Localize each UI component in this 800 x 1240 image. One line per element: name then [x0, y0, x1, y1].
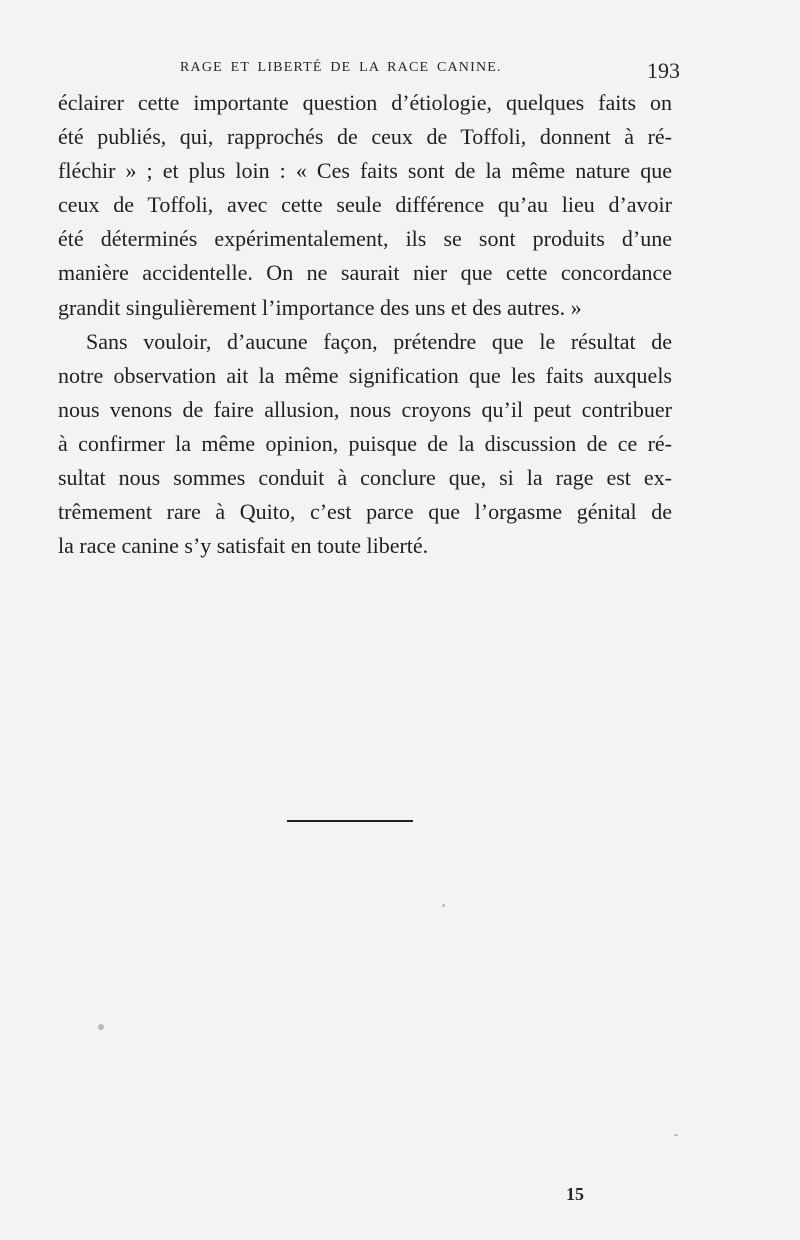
text-line: grandit singulièrement l’importance des uns et des autres. »	[58, 294, 582, 320]
text-line: à confirmer la même opinion, puisque de la discussion de ce ré-	[58, 430, 672, 456]
signature-mark: 15	[566, 1184, 584, 1204]
text-line: fléchir » ; et plus loin : « Ces faits sont de la même nature que	[58, 158, 672, 184]
text-line: ceux de Toffoli, avec cette seule différence qu’au lieu d’avoir	[58, 192, 672, 218]
text-line: été déterminés expérimentalement, ils se sont produits d’une	[58, 226, 672, 252]
text-line: été publiés, qui, rapprochés de ceux de Toffoli, donnent à ré-	[58, 124, 672, 150]
paper-speck	[98, 1024, 104, 1030]
paper-speck	[674, 1134, 678, 1136]
running-head: RAGE ET LIBERTÉ DE LA RACE CANINE.	[180, 60, 502, 75]
text-line: éclairer cette importante question d’étiologie, quelques faits on	[58, 90, 672, 115]
text-line: sultat nous sommes conduit à conclure que, si la rage est ex-	[58, 465, 672, 491]
text-line: la race canine s’y satisfait en toute liberté.	[58, 533, 429, 559]
page-number: 193	[647, 58, 680, 83]
paper-speck	[442, 904, 445, 907]
text-line: nous venons de faire allusion, nous croyons qu’il peut contribuer	[58, 396, 672, 422]
text-line: trêmement rare à Quito, c’est parce que l’orgasme génital de	[58, 499, 672, 525]
paragraph-first-line: Sans vouloir, d’aucune façon, prétendre que le résultat de	[86, 328, 672, 354]
body-text	[58, 86, 672, 563]
section-end-rule	[287, 820, 413, 822]
text-line: notre observation ait la même signification que les faits auxquels	[58, 362, 672, 388]
text-line: manière accidentelle. On ne saurait nier que cette concordance	[58, 260, 672, 286]
